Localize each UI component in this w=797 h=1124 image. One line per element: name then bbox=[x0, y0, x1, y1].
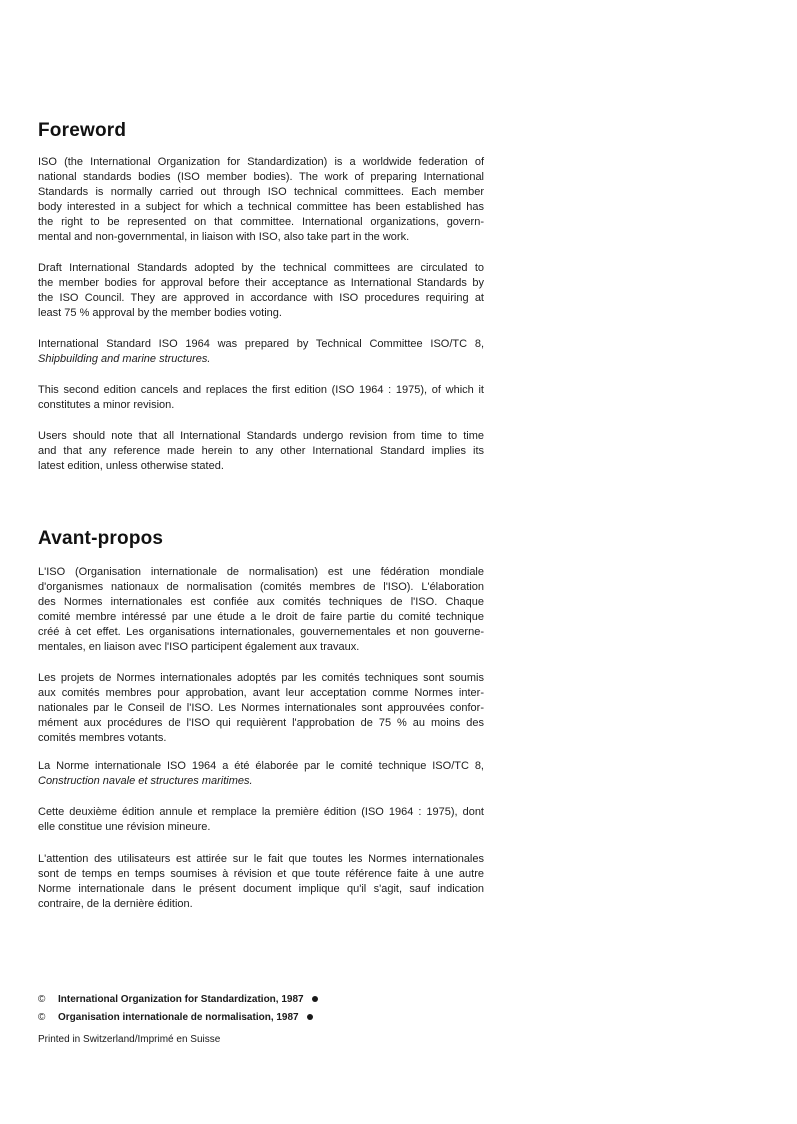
committee-title-italic: Construction navale et structures maritimes. bbox=[38, 775, 253, 787]
text-line: national standards bodies (ISO member bodies). The work of preparing International bbox=[38, 171, 484, 183]
avant-propos-paragraph-3 bbox=[38, 759, 484, 789]
committee-title bbox=[38, 352, 484, 367]
avant-propos-paragraph-5 bbox=[38, 852, 484, 912]
text-line: La Norme internationale ISO 1964 a été élaborée par le comité technique ISO/TC 8, bbox=[38, 760, 484, 772]
text-line: least 75 % approval by the member bodies voting. bbox=[38, 307, 282, 319]
text-line: nationales par le Conseil de l'ISO. Les Normes internationales sont approuvées confor- bbox=[38, 702, 484, 714]
text-line: comités membres votants. bbox=[38, 732, 167, 744]
copyright-fr-text: Organisation internationale de normalisation, 1987 bbox=[58, 1012, 299, 1023]
text-line: mément aux procédures de l'ISO qui requièrent l'approbation de 75 % au moins des bbox=[38, 717, 484, 729]
text-line: Cette deuxième édition annule et remplace la première édition (ISO 1964 : 1975), dont bbox=[38, 806, 484, 818]
text-line: Les projets de Normes internationales adoptés par les comités techniques sont soumis bbox=[38, 672, 484, 684]
text-line: the ISO Council. They are approved in accordance with ISO procedures requiring at bbox=[38, 292, 484, 304]
text-line: mental and non-governmental, in liaison with ISO, also take part in the work. bbox=[38, 231, 410, 243]
copyright-block bbox=[38, 993, 318, 1029]
text-line: Draft International Standards adopted by the technical committees are circulated to bbox=[38, 262, 484, 274]
text-line: International Standard ISO 1964 was prepared by Technical Committee ISO/TC 8, bbox=[38, 338, 484, 350]
foreword-paragraph-4 bbox=[38, 383, 484, 413]
text-line: L'ISO (Organisation internationale de normalisation) est une fédération mondiale bbox=[38, 566, 484, 578]
text-line: contraire, de la dernière édition. bbox=[38, 898, 193, 910]
copyright-en-text: International Organization for Standardization, 1987 bbox=[58, 994, 304, 1005]
copyright-icon: © bbox=[38, 1012, 46, 1023]
bullet-dot-icon bbox=[307, 1014, 313, 1020]
printed-in-note: Printed in Switzerland/Imprimé en Suisse bbox=[38, 1034, 221, 1045]
text-line: mentales, en liaison avec l'ISO participent également aux travaux. bbox=[38, 641, 360, 653]
copyright-icon: © bbox=[38, 994, 46, 1005]
foreword-heading: Foreword bbox=[38, 120, 127, 141]
foreword-paragraph-2 bbox=[38, 261, 484, 321]
committee-title bbox=[38, 774, 484, 789]
text-line: comité membre intéressé par une étude a le droit de faire partie du comité technique bbox=[38, 611, 484, 623]
text-line: ISO (the International Organization for Standardization) is a worldwide federation of bbox=[38, 156, 484, 168]
text-line: Standards is normally carried out through ISO technical committees. Each member bbox=[38, 186, 484, 198]
text-line: L'attention des utilisateurs est attirée sur le fait que toutes les Normes internationales bbox=[38, 853, 484, 865]
text-line: body interested in a subject for which a technical committee has been established has bbox=[38, 201, 484, 213]
text-line: d'organismes nationaux de normalisation (comités membres de l'ISO). L'élaboration bbox=[38, 581, 484, 593]
text-line: and that any reference made herein to any other International Standard implies its bbox=[38, 445, 484, 457]
text-line: elle constitue une révision mineure. bbox=[38, 821, 211, 833]
text-line: aux comités membres pour approbation, avant leur acceptation comme Normes inter- bbox=[38, 687, 484, 699]
text-line: sont de temps en temps soumises à révision et que toute référence faite à une autre bbox=[38, 868, 484, 880]
foreword-paragraph-1 bbox=[38, 155, 484, 245]
avant-propos-paragraph-1 bbox=[38, 565, 484, 655]
copyright-en bbox=[38, 993, 318, 1007]
copyright-fr bbox=[38, 1011, 318, 1025]
text-line: des Normes internationales est confiée aux comités techniques de l'ISO. Chaque bbox=[38, 596, 484, 608]
text-line: Norme internationale dans le présent document implique qu'il s'agit, sauf indication bbox=[38, 883, 484, 895]
text-line: constitutes a minor revision. bbox=[38, 399, 175, 411]
avant-propos-paragraph-4 bbox=[38, 805, 484, 835]
text-line: This second edition cancels and replaces the first edition (ISO 1964 : 1975), of which it bbox=[38, 384, 484, 396]
committee-title-italic: Shipbuilding and marine structures. bbox=[38, 353, 211, 365]
text-line: latest edition, unless otherwise stated. bbox=[38, 460, 224, 472]
text-line: Users should note that all International Standards undergo revision from time to time bbox=[38, 430, 484, 442]
avant-propos-heading: Avant-propos bbox=[38, 528, 164, 549]
text-line: créé à cet effet. Les organisations internationales, gouvernementales et non gouverne- bbox=[38, 626, 484, 638]
foreword-paragraph-5 bbox=[38, 429, 484, 474]
text-line: the member bodies for approval before their acceptance as International Standards by bbox=[38, 277, 484, 289]
text-line: the right to be represented on that committee. International organizations, govern- bbox=[38, 216, 484, 228]
foreword-paragraph-3 bbox=[38, 337, 484, 367]
bullet-dot-icon bbox=[312, 996, 318, 1002]
avant-propos-paragraph-2 bbox=[38, 671, 484, 746]
